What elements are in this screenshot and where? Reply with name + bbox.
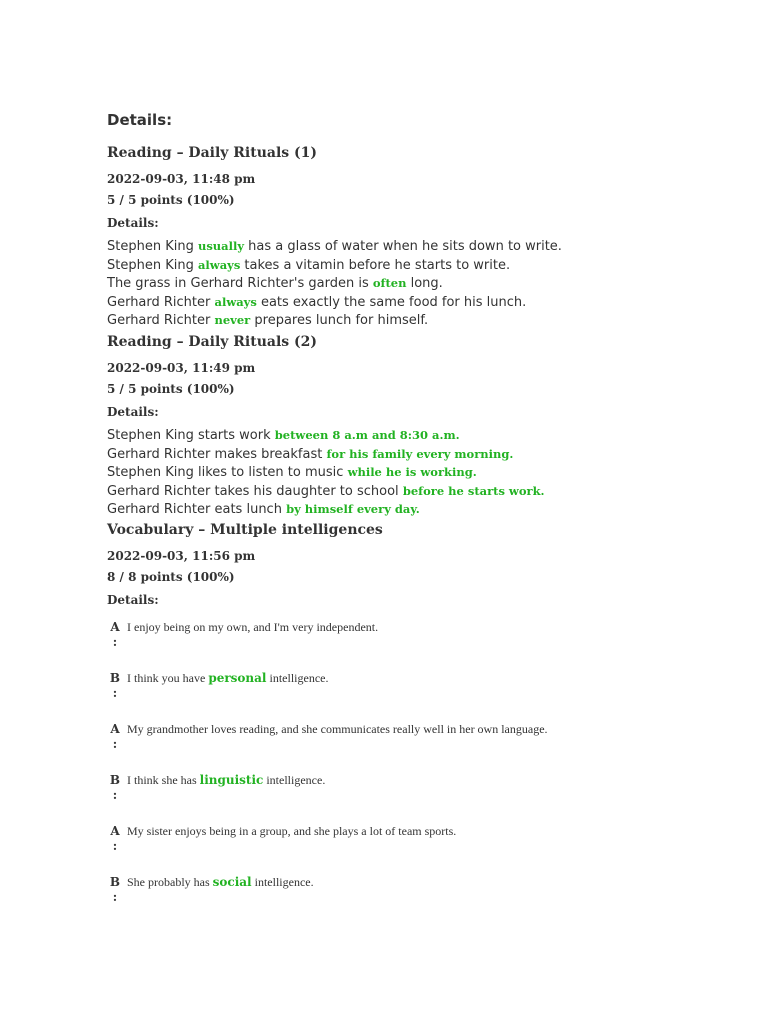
sentence-text: The grass in Gerhard Richter's garden is: [107, 276, 373, 292]
sentence: [107, 256, 727, 275]
section-date: 2022-09-03, 11:49 pm: [107, 361, 256, 375]
dialog-line: B : I think you have personal intelligence.: [109, 671, 329, 700]
sentence: [107, 237, 727, 256]
dialog-text: I think you have: [127, 671, 209, 685]
section-score: 5 / 5 points (100%): [107, 382, 235, 396]
speaker-label: B: [109, 875, 121, 889]
answer-highlight: by himself every day.: [286, 502, 420, 517]
speaker-label: A: [110, 722, 120, 736]
dialog-text: My sister enjoys being in a group, and she plays a lot of team sports.: [127, 824, 457, 838]
sentence-text: prepares lunch for himself.: [250, 313, 429, 329]
section-title: Reading – Daily Rituals (1): [107, 145, 318, 161]
sentence-text: Gerhard Richter makes breakfast: [107, 446, 327, 462]
answer-highlight: usually: [197, 239, 245, 253]
dialog-line: B : I think she has linguistic intelligence.: [109, 773, 326, 802]
sentence-text: takes a vitamin before he starts to write.: [240, 257, 511, 273]
speaker-label: B: [109, 671, 121, 685]
answer-highlight: linguistic: [199, 773, 264, 787]
answer-highlight: always: [214, 294, 257, 309]
answer-highlight: before he starts work.: [402, 483, 545, 498]
dialog-line: B : She probably has social intelligence.: [109, 875, 314, 904]
sentence: [107, 445, 727, 464]
sentence-text: Stephen King starts work: [107, 428, 275, 443]
speaker-label: A: [110, 824, 120, 838]
section-details-label: Details:: [107, 216, 159, 230]
section-title: Reading – Daily Rituals (2): [107, 334, 318, 350]
answer-highlight: personal: [208, 671, 267, 685]
sentence-list: [107, 426, 727, 519]
dialog-text: My grandmother loves reading, and she communicates really well in her own language.: [127, 722, 548, 736]
dialog-line: A : My sister enjoys being in a group, and she plays a lot of team sports.: [110, 824, 457, 853]
dialog-text: intelligence.: [266, 671, 329, 685]
sentence-text: Stephen King likes to listen to music: [107, 465, 348, 481]
dialog-line: A : I enjoy being on my own, and I'm very independent.: [110, 620, 379, 649]
sentence: [107, 500, 727, 519]
sentence-text: Stephen King: [107, 239, 198, 254]
answer-highlight: often: [372, 276, 407, 291]
section-details-label: Details:: [107, 593, 159, 607]
section-date: 2022-09-03, 11:56 pm: [107, 549, 256, 563]
dialog-text: I enjoy being on my own, and I'm very independent.: [127, 620, 379, 634]
sentence: [107, 482, 727, 501]
sentence-text: eats exactly the same food for his lunch.: [256, 294, 527, 310]
dialog-line: A : My grandmother loves reading, and she communicates really well in her own language.: [110, 722, 548, 751]
answer-highlight: between 8 a.m and 8:30 a.m.: [274, 428, 460, 442]
section-score: 8 / 8 points (100%): [107, 570, 235, 584]
sentence: [107, 311, 727, 330]
section-score: 5 / 5 points (100%): [107, 193, 235, 207]
answer-highlight: social: [212, 875, 252, 889]
page-heading: Details:: [107, 111, 173, 129]
quiz-section-reading-1: [107, 143, 727, 330]
dialog-text: intelligence.: [263, 773, 326, 787]
dialog-list: [107, 619, 727, 925]
dialog-text: intelligence.: [251, 875, 314, 889]
sentence: [107, 426, 727, 445]
dialog-text: I think she has: [127, 773, 200, 787]
sentence: [107, 293, 727, 312]
section-date: 2022-09-03, 11:48 pm: [107, 172, 256, 186]
answer-highlight: never: [214, 313, 251, 328]
quiz-section-vocabulary: [107, 520, 727, 925]
section-title: Vocabulary – Multiple intelligences: [107, 522, 383, 538]
answer-highlight: while he is working.: [347, 465, 477, 480]
speaker-label: A: [110, 620, 120, 634]
sentence-text: Stephen King: [107, 257, 198, 273]
answer-highlight: always: [197, 257, 241, 272]
sentence: [107, 463, 727, 482]
sentence-text: Gerhard Richter eats lunch: [107, 502, 287, 518]
sentence-text: has a glass of water when he sits down to write.: [244, 239, 562, 254]
sentence-text: long.: [406, 276, 443, 292]
quiz-section-reading-2: [107, 332, 727, 519]
section-details-label: Details:: [107, 405, 159, 419]
sentence-text: Gerhard Richter: [107, 313, 215, 329]
answer-highlight: for his family every morning.: [326, 446, 514, 461]
sentence: [107, 274, 727, 293]
sentence-list: [107, 237, 727, 330]
dialog-text: She probably has: [127, 875, 213, 889]
sentence-text: Gerhard Richter takes his daughter to school: [107, 483, 403, 499]
sentence-text: Gerhard Richter: [107, 294, 215, 310]
speaker-label: B: [109, 773, 121, 787]
